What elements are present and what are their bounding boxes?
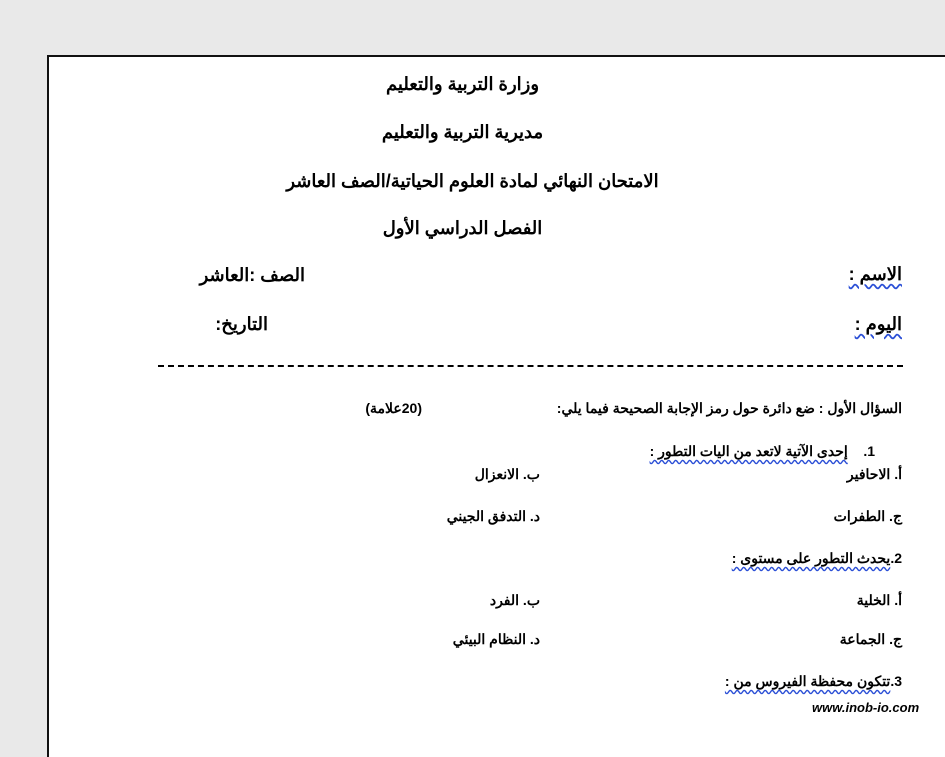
directorate-title: مديرية التربية والتعليم (381, 122, 544, 142)
question-number: 3. (890, 673, 902, 689)
question-1 (650, 443, 875, 460)
q1-option-b: ب. الانعزال (474, 466, 540, 482)
q2-option-d: د. النظام البيئي (452, 631, 540, 647)
q2-option-c: ج. الجماعة (839, 631, 902, 647)
q1-option-d: د. التدفق الجيني (446, 508, 540, 524)
class-label: الصف :العاشر (199, 265, 305, 285)
semester-title: الفصل الدراسي الأول (382, 218, 543, 238)
question-3 (725, 673, 902, 690)
question-text: يحدث التطور على مستوى : (731, 550, 891, 566)
question-2 (732, 550, 902, 567)
ministry-title: وزارة التربية والتعليم (385, 74, 540, 94)
day-label: اليوم : (854, 314, 902, 334)
q1-option-c: ج. الطفرات (833, 508, 902, 524)
q2-option-b: ب. الفرد (489, 592, 540, 608)
section1-marks: (20علامة) (365, 400, 422, 416)
question-text: إحدى الآتية لاتعد من اليات التطور : (649, 443, 848, 459)
question-number: 1. (863, 443, 875, 459)
section1-instruction: السؤال الأول : ضع دائرة حول رمز الإجابة الصحيحة فيما يلي: (556, 400, 902, 416)
q2-option-a: أ. الخلية (856, 592, 902, 608)
question-text: تتكون محفظة الفيروس من : (724, 673, 891, 689)
section-divider (158, 365, 903, 367)
name-label: الاسم : (848, 264, 902, 284)
q1-option-a: أ. الاحافير (846, 466, 902, 482)
site-watermark: www.inob-io.com (812, 700, 920, 715)
exam-title: الامتحان النهائي لمادة العلوم الحياتية/الصف العاشر (286, 171, 659, 191)
question-number: 2. (890, 550, 902, 566)
date-label: التاريخ: (215, 314, 268, 334)
